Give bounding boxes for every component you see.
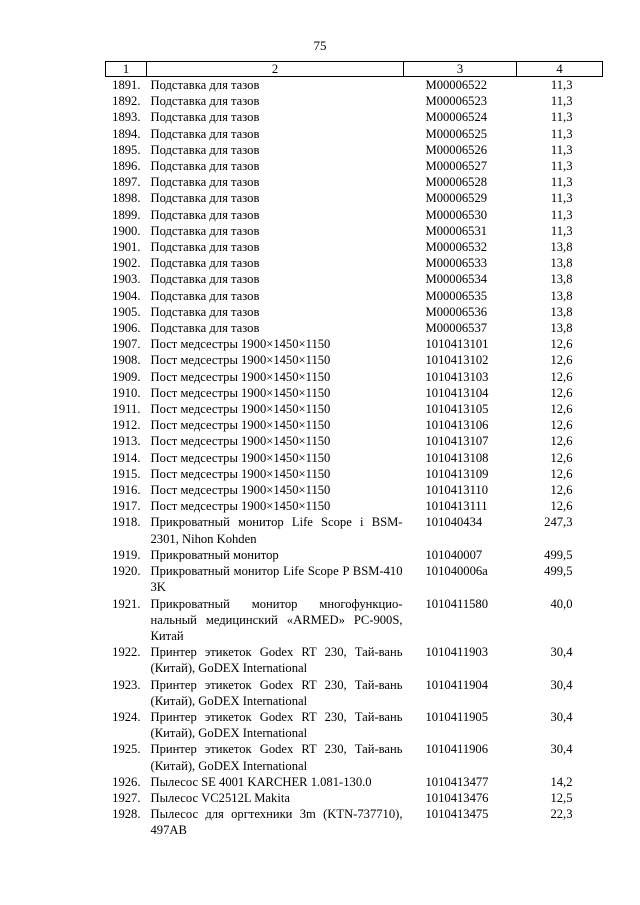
inventory-code: М00006525 xyxy=(425,126,488,141)
item-name: Подставка для тазов xyxy=(150,94,260,109)
row-number: 1922. xyxy=(112,645,141,660)
item-name: Подставка для тазов xyxy=(150,223,260,238)
inventory-code: 1010411903 xyxy=(425,645,489,660)
inventory-code: М00006533 xyxy=(425,256,488,271)
item-value: 11,3 xyxy=(550,223,573,238)
row-number: 1917. xyxy=(112,499,141,514)
item-value: 22,3 xyxy=(550,807,573,822)
table-row xyxy=(106,677,603,709)
item-value: 12,6 xyxy=(550,418,573,433)
item-name: Подставка для тазов xyxy=(150,272,260,287)
row-number: 1918. xyxy=(112,515,141,530)
item-name: Подставка для тазов xyxy=(150,304,260,319)
inventory-code: 101040434 xyxy=(425,515,483,530)
table-row xyxy=(106,126,603,142)
header-col-1: 1 xyxy=(106,62,147,77)
header-col-4: 4 xyxy=(517,62,603,77)
inventory-code: 1010413103 xyxy=(425,369,489,384)
table-row xyxy=(106,401,603,417)
item-name: Принтер этикеток Godex RT 230, Тай-вань (Китай), GoDEX International xyxy=(150,742,403,773)
row-number: 1927. xyxy=(112,790,141,805)
inventory-code: М00006526 xyxy=(425,142,488,157)
table-header-row xyxy=(106,62,603,77)
table-row xyxy=(106,563,603,595)
row-number: 1891. xyxy=(112,78,141,92)
table-row xyxy=(106,596,603,645)
item-value: 499,5 xyxy=(544,564,573,579)
table-row xyxy=(106,109,603,125)
item-value: 11,3 xyxy=(550,126,573,141)
item-value: 11,3 xyxy=(550,142,573,157)
row-number: 1903. xyxy=(112,272,141,287)
item-name: Подставка для тазов xyxy=(150,256,260,271)
item-value: 12,6 xyxy=(550,402,573,417)
table-row xyxy=(106,482,603,498)
inventory-code: 1010413105 xyxy=(425,402,489,417)
inventory-code: 1010413110 xyxy=(425,483,489,498)
inventory-code: М00006531 xyxy=(425,223,488,238)
header-col-2: 2 xyxy=(147,62,404,77)
inventory-code: М00006535 xyxy=(425,288,488,303)
item-value: 11,3 xyxy=(550,78,573,92)
table-row xyxy=(106,77,603,94)
item-name: Прикроватный монитор xyxy=(150,547,279,562)
item-name: Подставка для тазов xyxy=(150,110,260,125)
item-name: Пылесос SE 4001 KARCHER 1.081-130.0 xyxy=(150,774,372,789)
item-name: Пылесос VC2512L Makita xyxy=(150,790,290,805)
row-number: 1921. xyxy=(112,596,141,611)
row-number: 1896. xyxy=(112,159,141,174)
inventory-code: М00006537 xyxy=(425,321,488,336)
inventory-table xyxy=(105,61,603,839)
inventory-code: 1010413109 xyxy=(425,466,489,481)
row-number: 1901. xyxy=(112,240,141,255)
item-value: 13,8 xyxy=(550,240,573,255)
item-value: 12,5 xyxy=(550,790,573,805)
inventory-code: М00006536 xyxy=(425,304,488,319)
page-number: 75 xyxy=(313,38,327,53)
table-row xyxy=(106,223,603,239)
inventory-code: 1010411580 xyxy=(425,596,489,611)
table-row xyxy=(106,790,603,806)
table-row xyxy=(106,417,603,433)
item-name: Прикроватный монитор Life Scope P BSM-410 3K xyxy=(150,564,403,595)
inventory-code: 1010413102 xyxy=(425,353,489,368)
item-value: 13,8 xyxy=(550,321,573,336)
item-value: 12,6 xyxy=(550,434,573,449)
item-name: Подставка для тазов xyxy=(150,288,260,303)
inventory-code: 1010413107 xyxy=(425,434,489,449)
inventory-code: М00006527 xyxy=(425,159,488,174)
item-value: 12,6 xyxy=(550,337,573,352)
inventory-code: 1010413101 xyxy=(425,337,489,352)
inventory-code: М00006528 xyxy=(425,175,488,190)
row-number: 1892. xyxy=(112,94,141,109)
table-row xyxy=(106,288,603,304)
table-row xyxy=(106,498,603,514)
table-row xyxy=(106,271,603,287)
item-value: 12,6 xyxy=(550,499,573,514)
item-name: Пост медсестры 1900×1450×1150 xyxy=(150,337,331,352)
inventory-code: М00006524 xyxy=(425,110,488,125)
inventory-code: 1010413111 xyxy=(425,499,488,514)
row-number: 1924. xyxy=(112,709,141,724)
row-number: 1895. xyxy=(112,142,141,157)
table-row xyxy=(106,158,603,174)
inventory-code: 1010413108 xyxy=(425,450,489,465)
row-number: 1902. xyxy=(112,256,141,271)
row-number: 1925. xyxy=(112,742,141,757)
row-number: 1919. xyxy=(112,547,141,562)
item-value: 12,6 xyxy=(550,450,573,465)
item-name: Пост медсестры 1900×1450×1150 xyxy=(150,450,331,465)
row-number: 1904. xyxy=(112,288,141,303)
inventory-code: М00006532 xyxy=(425,240,488,255)
table-row xyxy=(106,385,603,401)
row-number: 1926. xyxy=(112,774,141,789)
table-row xyxy=(106,93,603,109)
inventory-code: М00006529 xyxy=(425,191,488,206)
row-number: 1928. xyxy=(112,807,141,822)
row-number: 1912. xyxy=(112,418,141,433)
inventory-code: М00006523 xyxy=(425,94,488,109)
item-name: Подставка для тазов xyxy=(150,321,260,336)
item-value: 247,3 xyxy=(544,515,573,530)
table-row xyxy=(106,466,603,482)
inventory-code: 1010411905 xyxy=(425,709,489,724)
item-value: 12,6 xyxy=(550,385,573,400)
item-value: 11,3 xyxy=(550,191,573,206)
table-row xyxy=(106,190,603,206)
item-value: 11,3 xyxy=(550,94,573,109)
row-number: 1908. xyxy=(112,353,141,368)
item-value: 30,4 xyxy=(550,677,573,692)
item-name: Подставка для тазов xyxy=(150,78,260,92)
table-row xyxy=(106,806,603,838)
table-row xyxy=(106,514,603,546)
table-row xyxy=(106,336,603,352)
item-value: 499,5 xyxy=(544,547,573,562)
table-row xyxy=(106,433,603,449)
item-name: Подставка для тазов xyxy=(150,126,260,141)
table-row xyxy=(106,741,603,773)
item-value: 30,4 xyxy=(550,709,573,724)
header-col-3: 3 xyxy=(404,62,517,77)
row-number: 1920. xyxy=(112,564,141,579)
inventory-code: 1010413106 xyxy=(425,418,489,433)
item-value: 14,2 xyxy=(550,774,573,789)
row-number: 1916. xyxy=(112,483,141,498)
item-value: 11,3 xyxy=(550,207,573,222)
table-row xyxy=(106,239,603,255)
table-row xyxy=(106,320,603,336)
inventory-code: 1010413475 xyxy=(425,807,489,822)
inventory-code: 1010413104 xyxy=(425,385,489,400)
item-value: 11,3 xyxy=(550,159,573,174)
item-name: Прикроватный монитор Life Scope i BSM-2301, Nihon Kohden xyxy=(150,515,403,546)
row-number: 1907. xyxy=(112,337,141,352)
inventory-code: 1010411906 xyxy=(425,742,489,757)
table-row xyxy=(106,352,603,368)
item-name: Пост медсестры 1900×1450×1150 xyxy=(150,499,331,514)
item-value: 11,3 xyxy=(550,110,573,125)
item-name: Пост медсестры 1900×1450×1150 xyxy=(150,353,331,368)
item-value: 40,0 xyxy=(550,596,573,611)
item-name: Подставка для тазов xyxy=(150,175,260,190)
item-name: Подставка для тазов xyxy=(150,207,260,222)
item-name: Пост медсестры 1900×1450×1150 xyxy=(150,369,331,384)
inventory-code: 1010413476 xyxy=(425,790,489,805)
item-name: Пылесос для оргтехники 3m (KTN-737710), 497AB xyxy=(150,807,403,838)
item-name: Принтер этикеток Godex RT 230, Тай-вань (Китай), GoDEX International xyxy=(150,709,403,741)
item-value: 12,6 xyxy=(550,369,573,384)
row-number: 1911. xyxy=(112,402,141,417)
row-number: 1899. xyxy=(112,207,141,222)
item-name: Прикроватный монитор многофункцио-нальный медицинский «ARMED» PC-900S, Китай xyxy=(150,596,403,643)
table-row xyxy=(106,207,603,223)
inventory-code: 1010413477 xyxy=(425,774,489,789)
item-name: Пост медсестры 1900×1450×1150 xyxy=(150,483,331,498)
table-row xyxy=(106,547,603,563)
inventory-code: 101040007 xyxy=(425,547,483,562)
row-number: 1910. xyxy=(112,385,141,400)
table-row xyxy=(106,450,603,466)
table-body xyxy=(106,77,603,839)
item-name: Пост медсестры 1900×1450×1150 xyxy=(150,402,331,417)
row-number: 1900. xyxy=(112,223,141,238)
item-name: Подставка для тазов xyxy=(150,240,260,255)
table-row xyxy=(106,644,603,676)
row-number: 1914. xyxy=(112,450,141,465)
item-name: Подставка для тазов xyxy=(150,191,260,206)
item-value: 30,4 xyxy=(550,645,573,660)
item-name: Принтер этикеток Godex RT 230, Тай-вань (Китай), GoDEX International xyxy=(150,645,403,676)
table-row xyxy=(106,174,603,190)
row-number: 1909. xyxy=(112,369,141,384)
item-value: 13,8 xyxy=(550,256,573,271)
item-value: 13,8 xyxy=(550,304,573,319)
item-name: Пост медсестры 1900×1450×1150 xyxy=(150,434,331,449)
inventory-code: М00006522 xyxy=(425,78,488,92)
row-number: 1923. xyxy=(112,677,141,692)
inventory-code: 1010411904 xyxy=(425,677,489,692)
row-number: 1898. xyxy=(112,191,141,206)
row-number: 1906. xyxy=(112,321,141,336)
item-value: 11,3 xyxy=(550,175,573,190)
inventory-code: 101040006а xyxy=(425,564,488,579)
item-name: Подставка для тазов xyxy=(150,159,260,174)
row-number: 1915. xyxy=(112,466,141,481)
inventory-code: М00006530 xyxy=(425,207,488,222)
row-number: 1913. xyxy=(112,434,141,449)
item-name: Принтер этикеток Godex RT 230, Тай-вань (Китай), GoDEX International xyxy=(150,677,403,708)
table-row xyxy=(106,142,603,158)
item-name: Подставка для тазов xyxy=(150,142,260,157)
table-row xyxy=(106,709,603,741)
inventory-code: М00006534 xyxy=(425,272,488,287)
table-row xyxy=(106,774,603,790)
item-name: Пост медсестры 1900×1450×1150 xyxy=(150,418,331,433)
item-value: 12,6 xyxy=(550,483,573,498)
item-name: Пост медсестры 1900×1450×1150 xyxy=(150,385,331,400)
item-name: Пост медсестры 1900×1450×1150 xyxy=(150,466,331,481)
table-row xyxy=(106,255,603,271)
item-value: 13,8 xyxy=(550,288,573,303)
item-value: 30,4 xyxy=(550,742,573,757)
item-value: 13,8 xyxy=(550,272,573,287)
table-row xyxy=(106,304,603,320)
row-number: 1905. xyxy=(112,304,141,319)
row-number: 1893. xyxy=(112,110,141,125)
row-number: 1897. xyxy=(112,175,141,190)
table-row xyxy=(106,369,603,385)
item-value: 12,6 xyxy=(550,466,573,481)
item-value: 12,6 xyxy=(550,353,573,368)
row-number: 1894. xyxy=(112,126,141,141)
